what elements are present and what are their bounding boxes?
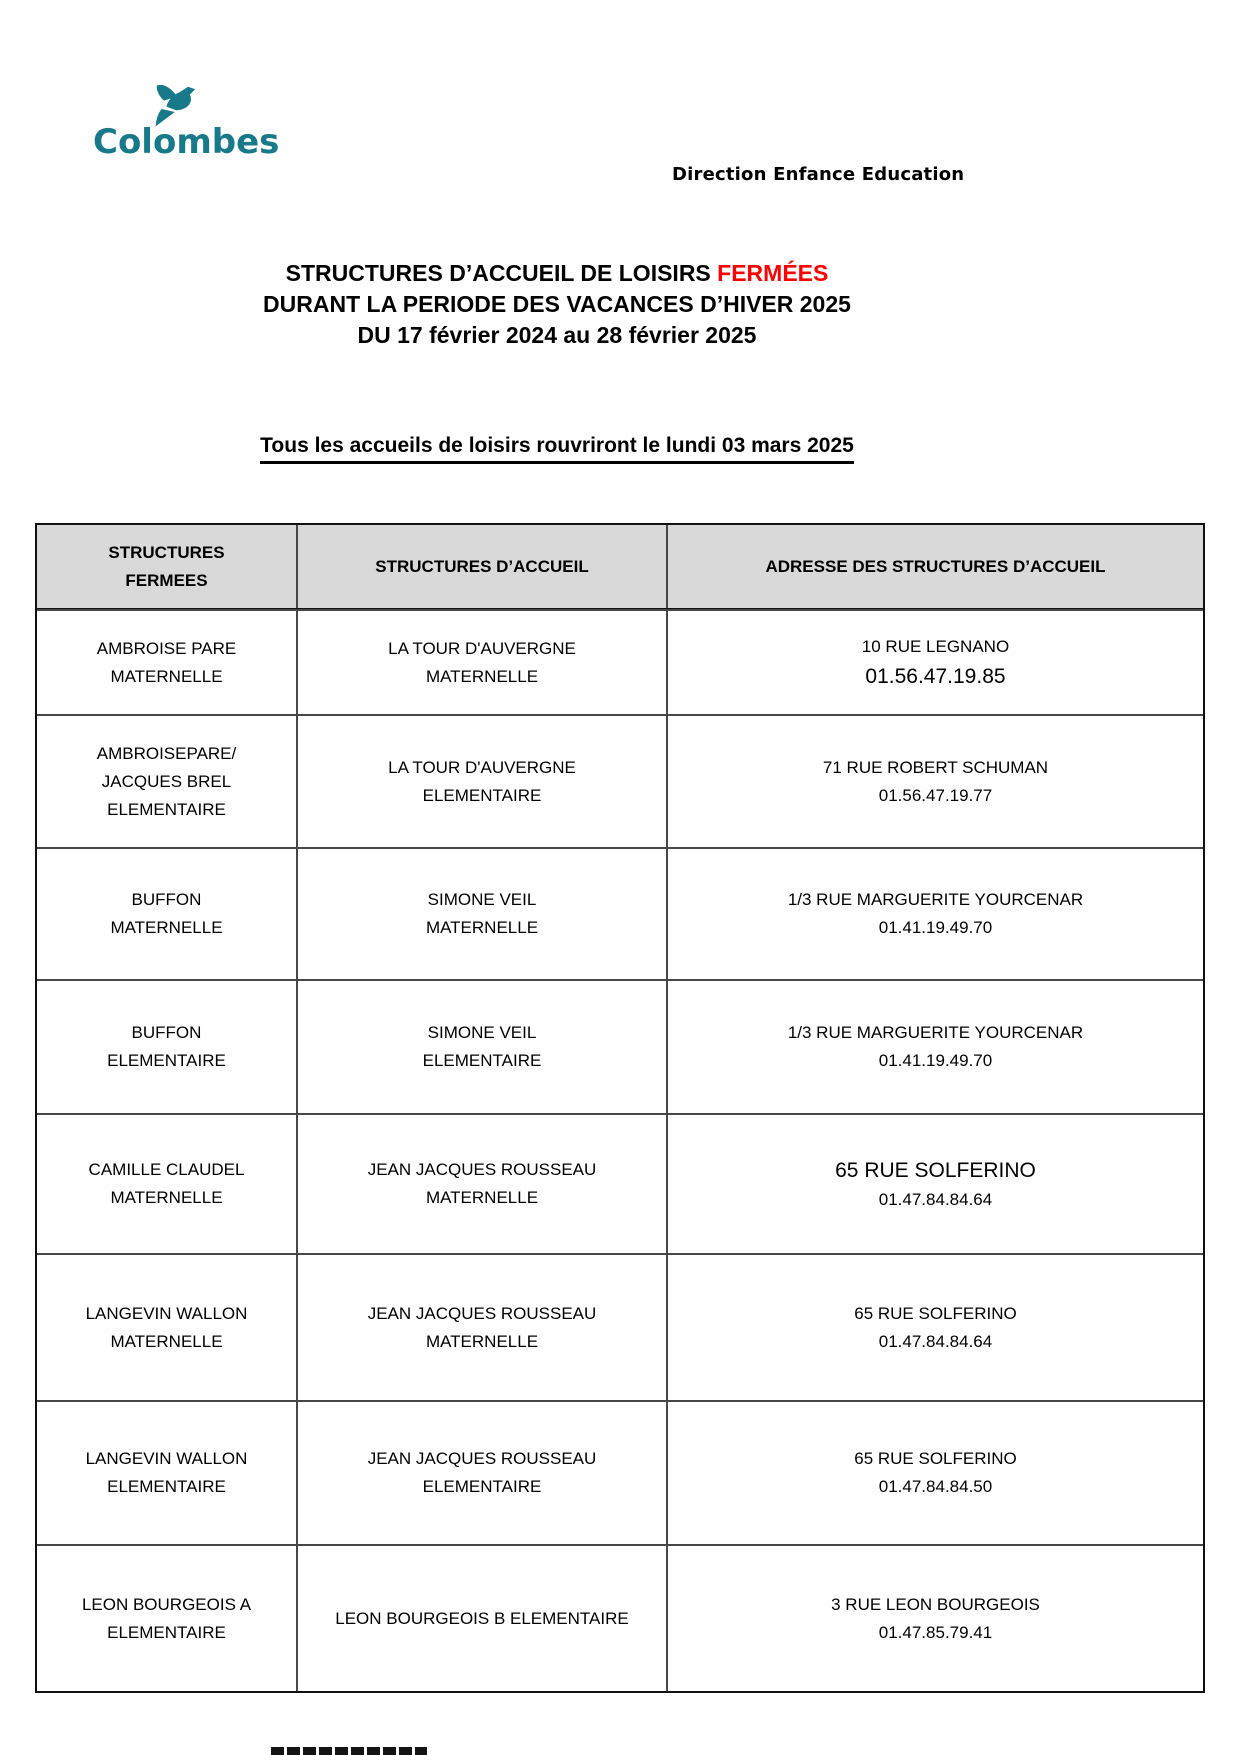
table-row <box>37 714 1203 847</box>
cell-line: LEON BOURGEOIS B ELEMENTAIRE <box>335 1608 629 1628</box>
reopen-notice: Tous les accueils de loisirs rouvriront le lundi 03 mars 2025 <box>260 434 854 464</box>
title-line-2: DURANT LA PERIODE DES VACANCES D’HIVER 2025 <box>263 291 851 317</box>
address-cell <box>666 1255 1203 1400</box>
cell-line: LEON BOURGEOIS A <box>81 1594 252 1614</box>
cell-line: JEAN JACQUES ROUSSEAU <box>367 1160 597 1179</box>
cell-line: MATERNELLE <box>110 1331 223 1351</box>
header-line: STRUCTURES D’ACCUEIL <box>375 556 589 576</box>
cell-line: LANGEVIN WALLON <box>85 1303 248 1323</box>
table-row <box>37 1400 1203 1544</box>
colombes-logo <box>93 82 293 177</box>
cell-line: ELEMENTAIRE <box>107 1051 226 1070</box>
host-structure-cell <box>296 1402 666 1544</box>
cell-line: CAMILLE CLAUDEL <box>88 1160 245 1179</box>
host-structure-cell <box>296 1255 666 1400</box>
header-adresse <box>666 525 1203 608</box>
street-line: 3 RUE LEON BOURGEOIS <box>831 1594 1040 1614</box>
cell-line: ELEMENTAIRE <box>422 785 542 805</box>
cell-line: ELEMENTAIRE <box>422 1051 542 1070</box>
table-header-row <box>37 525 1203 609</box>
cell-line: MATERNELLE <box>425 666 539 686</box>
document-title <box>0 258 1114 351</box>
cell-line: ELEMENTAIRE <box>107 1477 226 1496</box>
phone-line: 01.47.85.79.41 <box>878 1622 993 1642</box>
reopen-notice-wrapper <box>0 434 1114 464</box>
phone-line: 01.47.84.84.64 <box>878 1331 993 1351</box>
host-structure-cell <box>296 981 666 1113</box>
street-line: 65 RUE SOLFERINO <box>835 1158 1036 1182</box>
street-line: 10 RUE LEGNANO <box>861 637 1010 656</box>
street-line: 65 RUE SOLFERINO <box>854 1303 1017 1323</box>
cell-line: MATERNELLE <box>425 1331 539 1351</box>
table-row <box>37 1113 1203 1253</box>
title-line-1 <box>0 258 1114 289</box>
cell-line: SIMONE VEIL <box>427 890 537 909</box>
host-structure-cell <box>296 611 666 714</box>
table-row <box>37 1253 1203 1400</box>
closed-structure-cell <box>37 981 296 1113</box>
host-structure-cell <box>296 849 666 979</box>
address-cell <box>666 611 1203 714</box>
closed-structure-cell <box>37 611 296 714</box>
cell-line: BUFFON <box>131 890 202 909</box>
phone-line: 01.56.47.19.85 <box>865 665 1006 688</box>
header-structures-accueil <box>296 525 666 608</box>
cell-line: LA TOUR D'AUVERGNE <box>388 638 576 658</box>
table-row <box>37 609 1203 714</box>
closed-structure-cell <box>37 1402 296 1544</box>
street-line: 1/3 RUE MARGUERITE YOURCENAR <box>787 890 1084 909</box>
cell-line: ELEMENTAIRE <box>107 1622 226 1642</box>
table-row <box>37 1544 1203 1691</box>
address-cell <box>666 1546 1203 1691</box>
address-cell <box>666 716 1203 847</box>
department-title: Direction Enfance Education <box>672 164 965 185</box>
table-row <box>37 847 1203 979</box>
cell-line: MATERNELLE <box>110 1188 223 1207</box>
cell-line: MATERNELLE <box>425 918 539 937</box>
header-line: FERMEES <box>125 570 208 590</box>
street-line: 1/3 RUE MARGUERITE YOURCENAR <box>787 1023 1084 1042</box>
cell-line: JEAN JACQUES ROUSSEAU <box>367 1449 597 1468</box>
cell-line: AMBROISEPARE/ <box>96 743 237 763</box>
cell-line: ELEMENTAIRE <box>422 1477 542 1496</box>
cell-line: MATERNELLE <box>110 666 223 686</box>
cell-line: JEAN JACQUES ROUSSEAU <box>367 1303 597 1323</box>
closed-structures-table <box>35 523 1205 1693</box>
title-line-3: DU 17 février 2024 au 28 février 2025 <box>357 322 757 348</box>
header-line: ADRESSE DES STRUCTURES D’ACCUEIL <box>765 556 1106 576</box>
address-cell <box>666 981 1203 1113</box>
phone-line: 01.47.84.84.50 <box>878 1477 993 1496</box>
host-structure-cell <box>296 716 666 847</box>
header-structures-fermees <box>37 525 296 608</box>
phone-line: 01.41.19.49.70 <box>878 918 993 937</box>
closed-structure-cell <box>37 1255 296 1400</box>
address-cell <box>666 849 1203 979</box>
header-line: STRUCTURES <box>108 542 225 562</box>
cutoff-row-fragment <box>271 1747 427 1755</box>
cell-line: LANGEVIN WALLON <box>85 1449 248 1468</box>
cell-line: LA TOUR D'AUVERGNE <box>388 757 576 777</box>
closed-structure-cell <box>37 1546 296 1691</box>
street-line: 71 RUE ROBERT SCHUMAN <box>822 757 1049 777</box>
cell-line: ELEMENTAIRE <box>107 799 226 819</box>
cell-line: SIMONE VEIL <box>427 1023 537 1042</box>
phone-line: 01.56.47.19.77 <box>878 785 993 805</box>
host-structure-cell <box>296 1115 666 1253</box>
title-line-1-text: STRUCTURES D’ACCUEIL DE LOISIRS <box>285 260 718 286</box>
cell-line: JACQUES BREL <box>101 771 232 791</box>
title-closed-highlight: FERMÉES <box>717 260 829 286</box>
cell-line: MATERNELLE <box>425 1188 539 1207</box>
phone-line: 01.47.84.84.64 <box>878 1189 993 1209</box>
address-cell <box>666 1402 1203 1544</box>
closed-structure-cell <box>37 1115 296 1253</box>
cell-line: MATERNELLE <box>110 918 223 937</box>
phone-line: 01.41.19.49.70 <box>878 1051 993 1070</box>
cell-line: AMBROISE PARE <box>96 638 237 658</box>
address-cell <box>666 1115 1203 1253</box>
closed-structure-cell <box>37 849 296 979</box>
street-line: 65 RUE SOLFERINO <box>854 1449 1017 1468</box>
table-row <box>37 979 1203 1113</box>
cell-line: BUFFON <box>131 1023 202 1042</box>
host-structure-cell <box>296 1546 666 1691</box>
closed-structure-cell <box>37 716 296 847</box>
logo-text: Colombes <box>93 122 280 162</box>
